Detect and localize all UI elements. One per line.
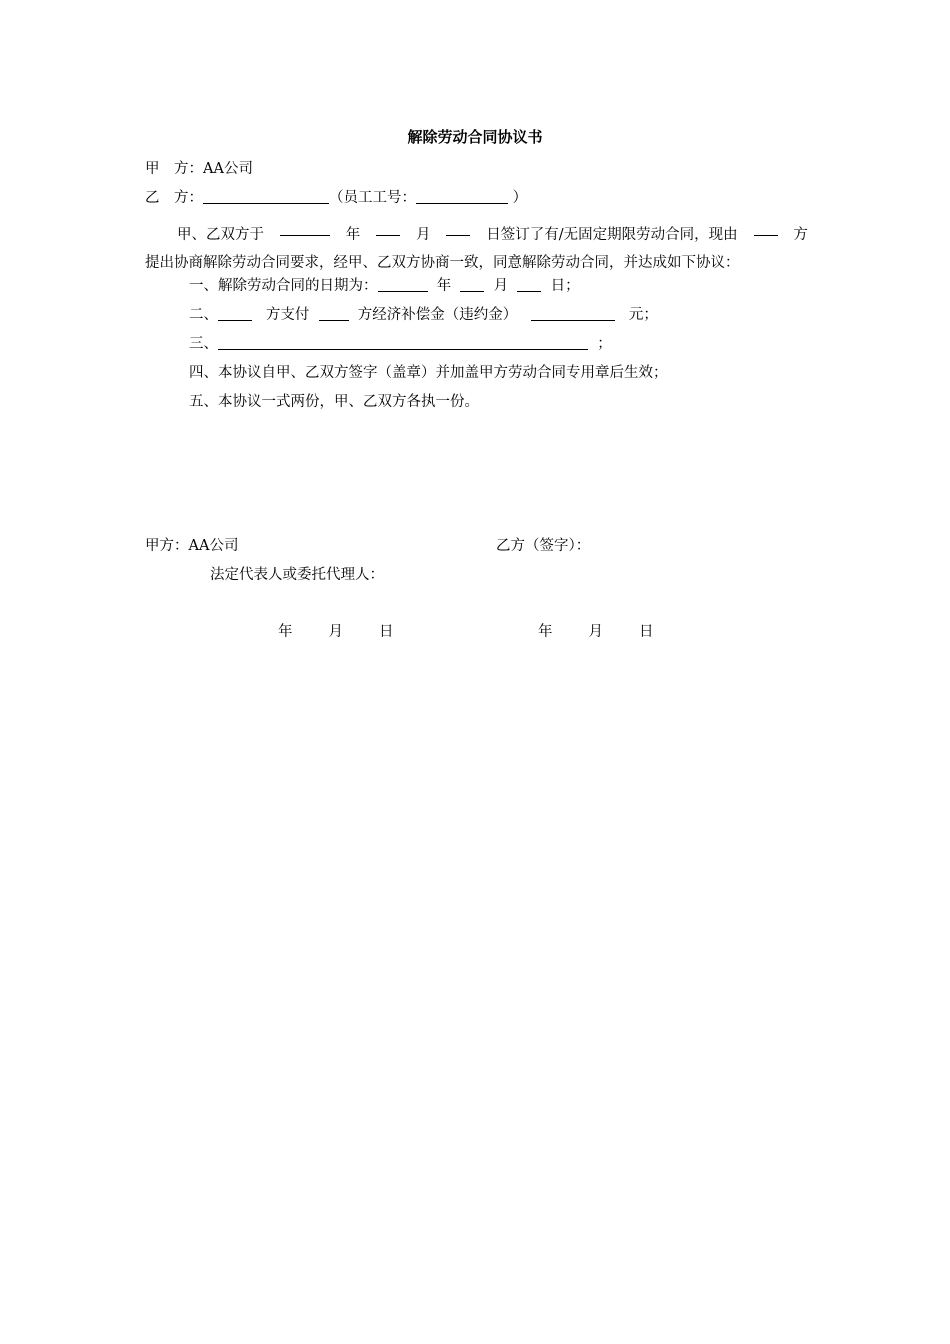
clause-1	[189, 276, 580, 296]
intro-text-3: 月	[416, 227, 431, 243]
sign-month-blank[interactable]	[376, 221, 400, 236]
clause-3-prefix: 三、	[189, 336, 218, 352]
terminate-day-blank[interactable]	[517, 277, 541, 292]
party-a-date-day: 日	[379, 624, 394, 640]
party-b-date	[538, 622, 654, 642]
party-b-emp-close: ）	[512, 190, 528, 206]
clause-2-text-3: 元；	[628, 307, 658, 323]
sign-party-b: 乙方（签字）：	[496, 538, 591, 554]
party-a-date	[278, 622, 394, 642]
clause-5: 五、本协议一式两份，甲、乙双方各执一份。	[189, 394, 479, 410]
sign-year-blank[interactable]	[280, 221, 330, 236]
sign-representative: 法定代表人或委托代理人：	[210, 567, 384, 583]
party-a-line	[145, 159, 253, 179]
party-b-line	[145, 188, 527, 208]
party-a-date-month: 月	[328, 624, 343, 640]
intro-text-2: 年	[345, 227, 361, 243]
party-b-date-year: 年	[538, 624, 553, 640]
document-title: 解除劳动合同协议书	[407, 128, 543, 146]
clause-4: 四、本协议自甲、乙双方签字（盖章）并加盖甲方劳动合同专用章后生效；	[189, 365, 668, 381]
terminate-month-blank[interactable]	[460, 277, 484, 292]
party-b-date-month: 月	[588, 624, 603, 640]
clause-1-year: 年	[436, 278, 452, 294]
intro-row-2	[145, 249, 808, 277]
intro-text-6: 提出协商解除劳动合同要求，经甲、乙双方协商一致，同意解除劳动合同，并达成如下协议：	[145, 255, 740, 271]
clause-1-month: 月	[493, 278, 509, 294]
sign-day-blank[interactable]	[446, 221, 470, 236]
clause-1-prefix: 一、解除劳动合同的日期为：	[189, 278, 378, 294]
compensation-amount-blank[interactable]	[531, 306, 615, 321]
party-b-date-day: 日	[639, 624, 654, 640]
party-b-emp-id-blank[interactable]	[416, 189, 508, 204]
party-b-name-blank[interactable]	[203, 189, 329, 204]
clause-2-text-2: 方经济补偿金（违约金）	[357, 307, 518, 323]
payee-party-blank[interactable]	[319, 306, 349, 321]
proposer-party-blank[interactable]	[754, 221, 778, 236]
party-a-date-year: 年	[278, 624, 293, 640]
clause-2-text-1: 方支付	[265, 307, 310, 323]
party-b-label: 乙 方：	[145, 190, 203, 206]
clause-3-suffix: ；	[597, 336, 612, 352]
sign-party-a: 甲方：AA公司	[145, 538, 239, 554]
intro-text-4: 日签订了有/无固定期限劳动合同，现由	[486, 227, 738, 243]
clause-2	[189, 305, 658, 325]
other-terms-blank[interactable]	[218, 335, 588, 350]
party-b-emp-open: （员工工号：	[329, 190, 416, 206]
clause-1-day: 日；	[550, 278, 580, 294]
clause-3	[189, 334, 612, 354]
terminate-year-blank[interactable]	[378, 277, 428, 292]
party-a-label: 甲 方：	[145, 161, 203, 177]
intro-text-1: 甲、乙双方于	[177, 227, 264, 243]
party-a-value: AA公司	[203, 161, 253, 177]
intro-paragraph	[145, 221, 808, 277]
payer-party-blank[interactable]	[218, 306, 252, 321]
intro-text-5: 方	[793, 227, 808, 243]
clause-2-prefix: 二、	[189, 307, 218, 323]
intro-row-1	[145, 221, 808, 249]
